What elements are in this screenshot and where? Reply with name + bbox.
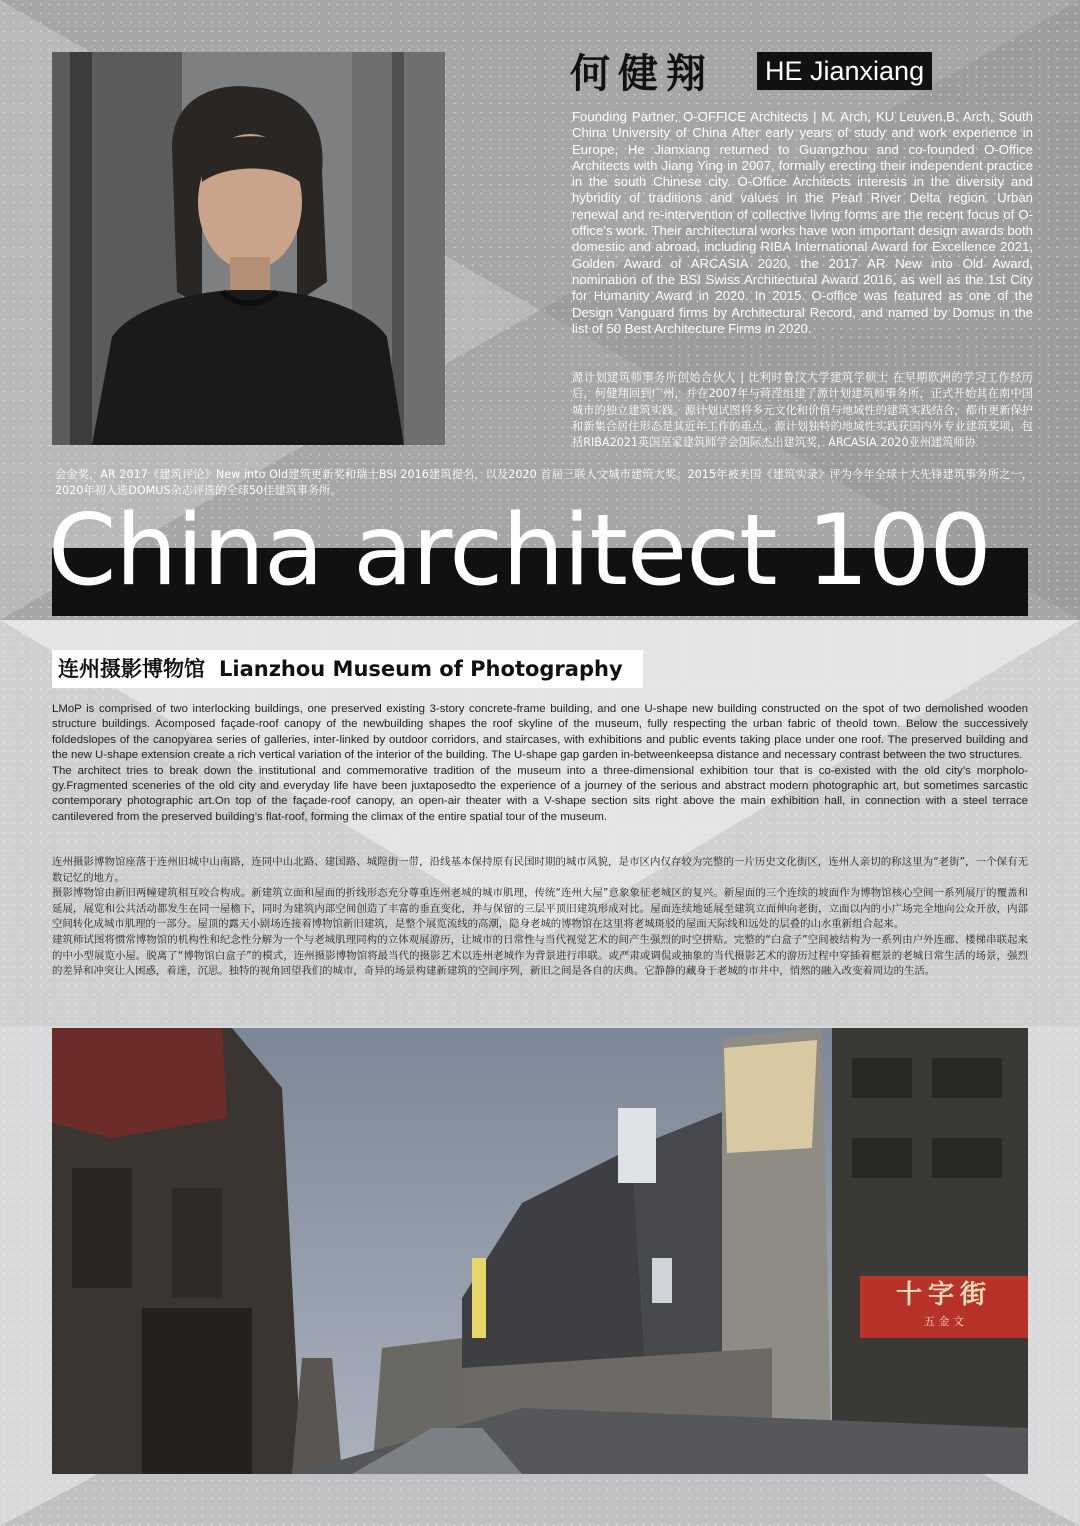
architect-bio-en: Founding Partner, O-OFFICE Architects | M. Arch, KU Leuven,B. Arch, South China University of China After early years of study and work experience in Europe, He Jianxiang returned to Guangzhou and co-founded O-Office Architects with Jiang Ying in 2007, formally erecting their independent practice in the south Chinese city. O-Office Architects interests in the diversity and hybridity of traditions and values in the Pearl River Delta region. Urban renewal and re-intervention of collective living forms are the recent focus of O-office’s work. Their architectural works have won important design awards both domestic and abroad, including RIBA International Award for Excellence 2021, Golden Award of ARCASIA 2020, the 2017 AR New into Old Award, nomination of the BSI Swiss Architectural Award 2016, as well as the 1st City for Humanity Award in 2020. In 2015. O-office was featured as one of the Design Vanguard firms by Architectural Record, and named by Domus in the list of 50 Best Architecture Firms in 2020.	[572, 109, 1033, 336]
project-desc-en-paragraph-1: LMoP is comprised of two interlocking buildings, one preserved existing 3-story concrete-frame building, and one U-shape new building constructed on the spot of two demolished wooden structure buildings. Acomposed façade-roof canopy of the newbuilding shapes the roof skyline of the museum, fully respecting the urban fabric of theold town. Below the successively foldedslopes of the canopyarea series of galleries, inter-linked by outdoor corridors, and staircases, with exhibitions and public events taking place under one roof. The preserved building and the new U-shape extension create a rich vertical variation of the interior of the building. The U-shape gap garden in-betweenkeepsa distance and necessary contrast between the two structures.	[52, 703, 1028, 762]
project-desc-cn-paragraph-1: 连州摄影博物馆座落于连州旧城中山南路，连同中山北路、建国路、城隍街一带，沿线基本保持原有民国时期的城市风貌，是市区内仅存较为完整的一片历史文化街区，连州人亲切的称这里为“老街”，一个保有无数记忆的地方。	[52, 856, 1028, 884]
architect-portrait	[52, 52, 445, 445]
banner-title: China architect 100	[48, 494, 991, 608]
project-desc-en-paragraph-2: The architect tries to break down the institutional and commemorative tradition of the museum into a three-dimensional exhibition tour that is co-existed with the old city’s morpholo-gy.Fragmented sceneries of the old city and everyday life have been juxtaposedto the experience of a journey of the serious and abstract modern photographic art, but sometimes sarcastic contemporary photographic art.On top of the façade-roof canopy, an open-air theater with a V-shape section sits right above the main exhibition hall, in connection with a steel terrace cantilevered from the preserved building’s flat-roof, forming the climax of the entire spatial tour of the museum.	[52, 764, 1028, 823]
project-title-cn: 连州摄影博物馆	[58, 657, 205, 681]
project-description-en	[52, 702, 1028, 825]
project-desc-cn-paragraph-2: 摄影博物馆由新旧两幢建筑相互咬合构成。新建筑立面和屋面的折线形态充分尊重连州老城的城市肌理，传统“连州大屋”意象象征老城区的复兴。新屋面的三个连续的坡面作为博物馆核心空间一系列展厅的覆盖和延展，展览和公共活动都发生在同一屋檐下，同时为建筑内部空间创造了丰富的垂直变化，并与保留的三层平顶旧建筑形成对比。屋面连续地延展至建筑立面伸向老街，立面以内的小广场完全地向公众开放，内部空间转化成城市肌理的一部分。屋顶的露天小剧场连接着博物馆新旧建筑，是整个展览流线的高潮，隐身老城的博物馆在这里将老城斑驳的屋面天际线和远处的层叠的山水重新组合起来。	[52, 887, 1028, 931]
project-title-en: Lianzhou Museum of Photography	[219, 657, 623, 681]
architect-name-cn: 何健翔	[570, 51, 714, 97]
street-sign-text: 十字街	[895, 1280, 992, 1310]
architect-bio-cn: 源计划建筑师事务所创始合伙人 | 比利时鲁汶大学建筑学硕士 在早期欧洲的学习工作经历后，何健翔回到广州，并在2007年与蒋滢组建了源计划建筑师事务所，正式开始其在南中国城市的独立建筑实践。源计划试图将多元文化和价值与地域性的建筑实践结合，都市更新保护和新集合居住形态是其近年工作的重点。源计划独特的地域性实践获国内外专业建筑奖项，包括RIBA2021英国皇家建筑师学会国际杰出建筑奖，ARCASIA 2020亚州建筑师协	[572, 371, 1033, 450]
street-sign-subtext: 五 金 文	[924, 1315, 964, 1328]
project-description-cn	[52, 855, 1028, 980]
architect-name-en: HE Jianxiang	[757, 52, 932, 90]
project-title	[52, 650, 643, 688]
architect-bio-cn-continued: 会金奖，AR 2017《建筑评论》New into Old建筑更新奖和瑞士BSI 2016建筑提名，以及2020 首届三联人文城市建筑大奖。2015年被美国《建筑实录》评为今年全球十大先锋建筑事务所之一，2020年初入选DOMUS杂志评选的全球50佳建筑事务所。	[55, 468, 1033, 498]
museum-photo	[52, 1028, 1028, 1474]
project-desc-cn-paragraph-3: 建筑师试图将惯常博物馆的机构性和纪念性分解为一个与老城肌理同构的立体观展游历，让城市的日常性与当代视觉艺术的间产生强烈的时空拼贴。完整的“白盒子”空间被结构为一系列由户外连廊、楼梯串联起来的中小型展览小屋。脱离了“博物馆白盒子”的模式，连州摄影博物馆将最当代的摄影艺术以连州老城作为背景进行串联。或严肃或调侃或抽象的当代摄影艺术的游历过程中穿插着框景的老城日常生活的场景，强烈的差异和冲突让人困惑，着迷，沉思。独特的视角回望我们的城市，奇异的场景构建新建筑的空间序列，新旧之间是各自的庆典。它静静的藏身于老城的市井中，悄然的融入改变着周边的生活。	[52, 933, 1028, 978]
street-sign-overlay	[860, 1276, 1028, 1338]
